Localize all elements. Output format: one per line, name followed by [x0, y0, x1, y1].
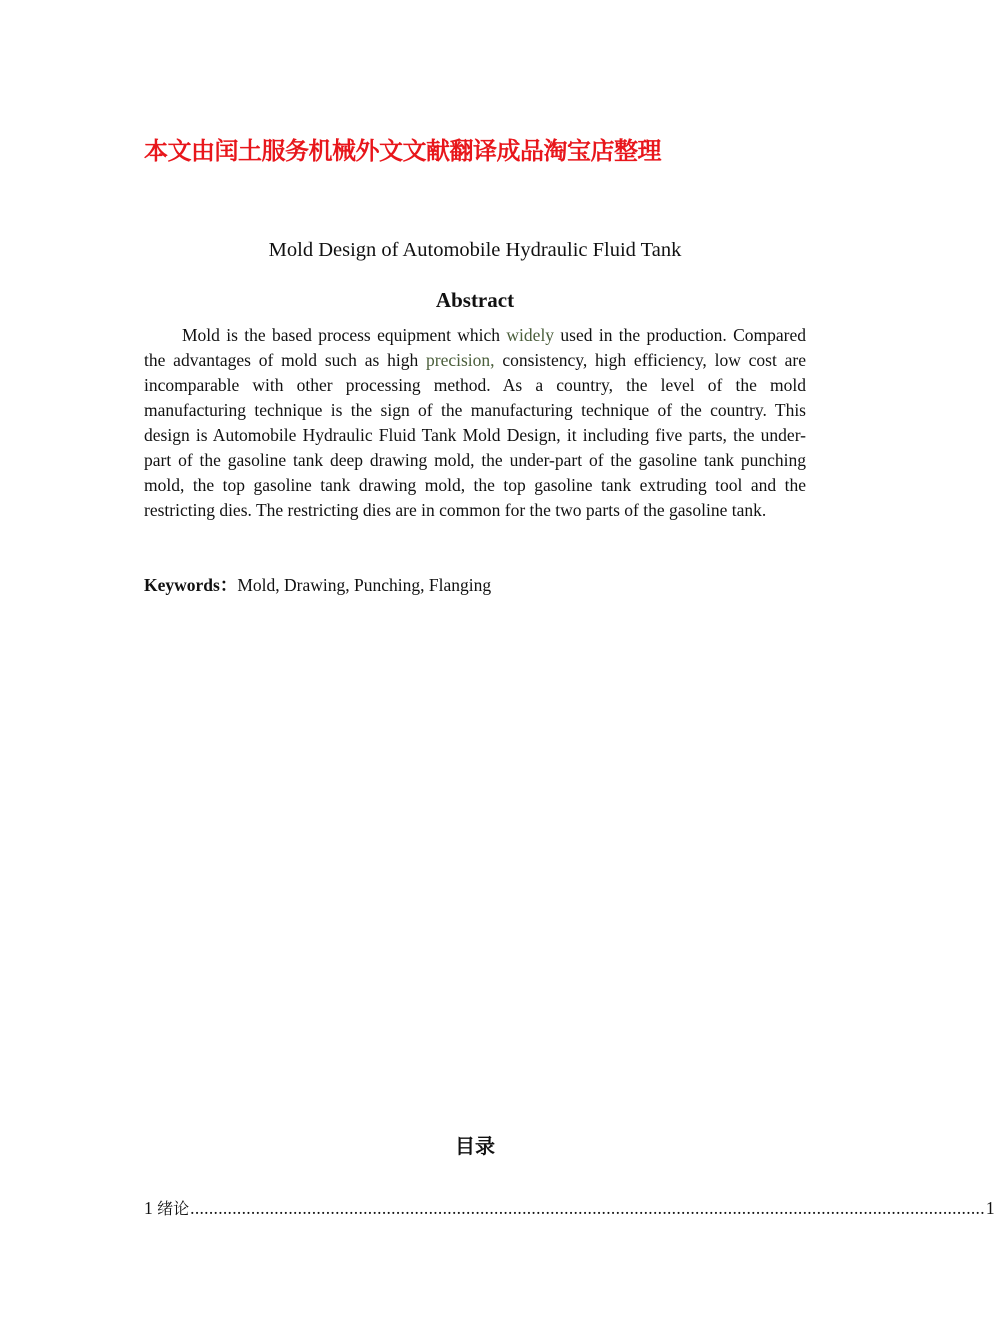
abstract-highlight-precision: precision, — [426, 350, 495, 370]
abstract-heading: Abstract — [435, 288, 515, 312]
shop-banner-heading: 本文由闰土服务机械外文文献翻译成品淘宝店整理 — [144, 137, 661, 165]
toc-entry-page-number: 1 — [985, 1198, 995, 1218]
toc-entry-number: 1 — [144, 1198, 158, 1218]
toc-entry-title: 绪论 — [157, 1199, 190, 1218]
abstract-text-part-1: Mold is the based process equipment which — [182, 325, 507, 345]
abstract-highlight-widely: widely — [506, 325, 555, 345]
abstract-paragraph — [144, 323, 806, 523]
abstract-text-part-3: consistency, high efficiency, low cost are incomparable with other processing method. As a country, the level of the mold manufacturing technique is the sign of the manufacturing technique of the country. This design is Automobile Hydraulic Fluid Tank Mold Design, it including five parts, the under-part of the gasoline tank deep drawing mold, the under-part of the gasoline tank punching mold, the top gasoline tank drawing mold, the top gasoline tank extruding tool and the restricting dies. The restricting dies are in common for the two parts of the gasoline tank. — [144, 350, 806, 520]
keywords-label: Keywords： — [144, 575, 238, 595]
keywords-line — [144, 573, 806, 598]
toc-heading: 目录 — [455, 1134, 495, 1158]
keywords-value: Mold, Drawing, Punching, Flanging — [237, 575, 492, 595]
toc-entry[interactable] — [144, 1196, 995, 1221]
toc-dot-leader: .......................................................................................................................................................................... — [190, 1198, 985, 1218]
abstract-text-part-2: used in the production. Compared the advantages of mold such as high — [144, 325, 806, 370]
toc-entry-label — [144, 1196, 189, 1221]
document-title: Mold Design of Automobile Hydraulic Fluid Tank — [268, 239, 682, 261]
